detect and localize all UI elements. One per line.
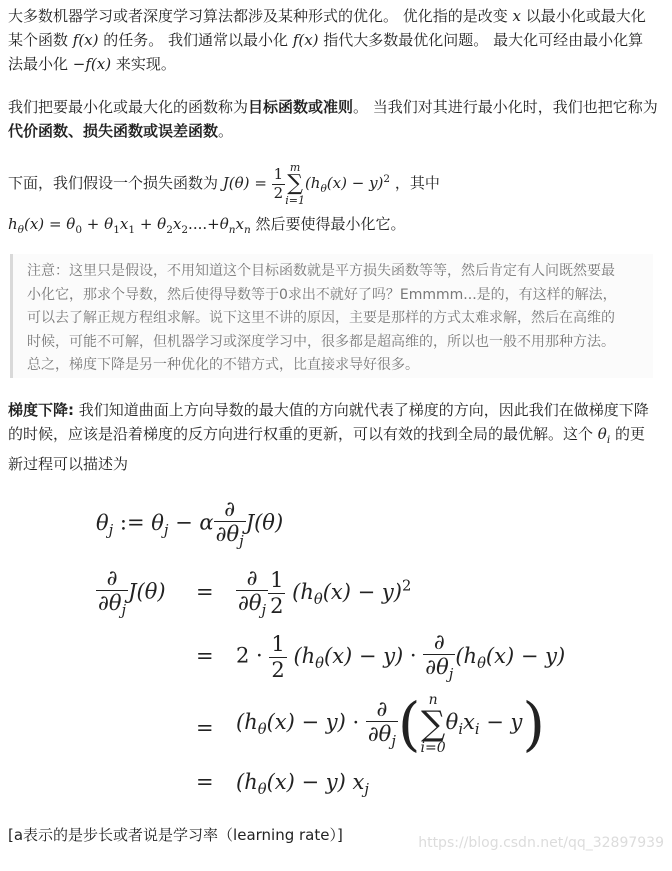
- note-line-4: 时候，可能不可解，但机器学习或深度学习中，很多都是超高维的，所以也一般不用那种方法。: [27, 333, 615, 350]
- equals-sign-1: =: [196, 580, 214, 604]
- update-rule-equation: $\theta_j$ := $\theta_j - \alpha$ $\frac{\partial}{\partial\theta_j}$ J(θ): [96, 497, 284, 551]
- equals-sign-2: =: [196, 644, 214, 668]
- gradient-text-3: 的更: [610, 425, 645, 443]
- intro-text-2: 以最小化或最大化: [521, 7, 646, 25]
- loss-text-3: 然后要使得最小化它。: [250, 215, 406, 233]
- math-neg-fx: −f(x): [72, 55, 112, 73]
- note-line-3: 可以去了解正规方程组求解。说下这里不讲的原因，主要是那样的方式太难求解，然后在高维的: [27, 310, 615, 326]
- derivation-rhs-3: $(h_\theta(x) - y)$ · $\frac{\partial}{\partial\theta_j}$ ( n ∑ i=0 $\theta_ix_i - y$): [236, 690, 546, 758]
- intro-text-5: 指代大多数最优化问题。 最大化可经由最小化算: [318, 31, 644, 49]
- loss-text-2: ，其中: [390, 174, 440, 192]
- objective-text-1: 我们把要最小化或最大化的函数称为: [8, 98, 249, 116]
- objective-term: 目标函数或准则: [248, 98, 354, 116]
- note-blockquote: [10, 254, 653, 378]
- cost-function-terms: 代价函数、损失函数或误差函数: [8, 122, 219, 140]
- gradient-text-2: 的时候，应该是沿着梯度的反方向进行权重的更新，可以有效的找到全局的最优解。这个: [8, 425, 598, 443]
- note-line-2: 小化它，那求个导数，然后使得导数等于0求出不就好了吗？Emmmm...是的，有这样的解法，: [27, 286, 617, 303]
- hypothesis-formula: $h_\theta(x) = \theta_0 + \theta_1x_1 + \theta_2x_2....+\theta_nx_n$: [8, 215, 251, 236]
- watermark: https://blog.csdn.net/qq_32897939: [418, 835, 664, 851]
- math-fx: f(x): [72, 31, 99, 49]
- gradient-text-1: 我们知道曲面上方向导数的最大值的方向就代表了梯度的方向，因此我们在做梯度下降: [74, 401, 649, 419]
- intro-paragraph: [8, 4, 658, 76]
- note-line-5: 总之，梯度下降是另一种优化的不错方式，比直接求导好很多。: [27, 357, 419, 373]
- gradient-descent-title: 梯度下降:: [8, 401, 74, 419]
- learning-rate-note: [a表示的是步长或者说是学习率（learning rate）]: [8, 826, 343, 844]
- loss-text-1: 下面，我们假设一个损失函数为: [8, 174, 223, 192]
- equals-sign-3: =: [196, 716, 214, 740]
- equals-sign-4: =: [196, 770, 214, 794]
- derivation-rhs-4: $(h_\theta(x) - y)$ $x_j$: [236, 770, 369, 799]
- math-x: x: [512, 7, 522, 25]
- intro-text-3: 某个函数: [8, 31, 73, 49]
- derivation-rhs-2: 2 · $\frac{1}{2}$ $(h_\theta(x) - y)$ · $\frac{\partial}{\partial\theta_j}$ $(h_\theta(x) - y)$: [236, 630, 566, 684]
- objective-paragraph: [8, 95, 658, 143]
- gradient-text-4: 新过程可以描述为: [8, 455, 129, 473]
- intro-text-1: 大多数机器学习或者深度学习算法都涉及某种形式的优化。 优化指的是改变: [8, 7, 513, 25]
- intro-text-7: 来实现。: [111, 55, 176, 73]
- gradient-paragraph: [8, 398, 658, 476]
- derivation-step-1: $\frac{\partial}{\partial\theta_j}$ J(θ): [98, 566, 166, 620]
- objective-text-3: 。: [218, 122, 234, 140]
- math-fx-2: f(x): [292, 31, 319, 49]
- math-theta-i: $\theta_i$: [597, 425, 611, 446]
- loss-formula: J(θ) = $\frac{1}{2}$ m ∑ i=1 $(h_\theta(x) - y)^2$: [222, 161, 391, 207]
- derivation-rhs-1: $\frac{\partial}{\partial\theta_j}$ $\frac{1}{2}$ $(h_\theta(x) - y)^2$: [238, 566, 412, 620]
- intro-text-4: 的任务。 我们通常以最小化: [98, 31, 293, 49]
- objective-text-2: 。 当我们对其进行最小化时，我们也把它称为: [353, 98, 658, 116]
- note-line-1: 注意：这里只是假设，不用知道这个目标函数就是平方损失函数等等，然后肯定有人问既然要最: [27, 263, 615, 279]
- loss-paragraph: [8, 162, 658, 244]
- intro-text-6: 法最小化: [8, 55, 73, 73]
